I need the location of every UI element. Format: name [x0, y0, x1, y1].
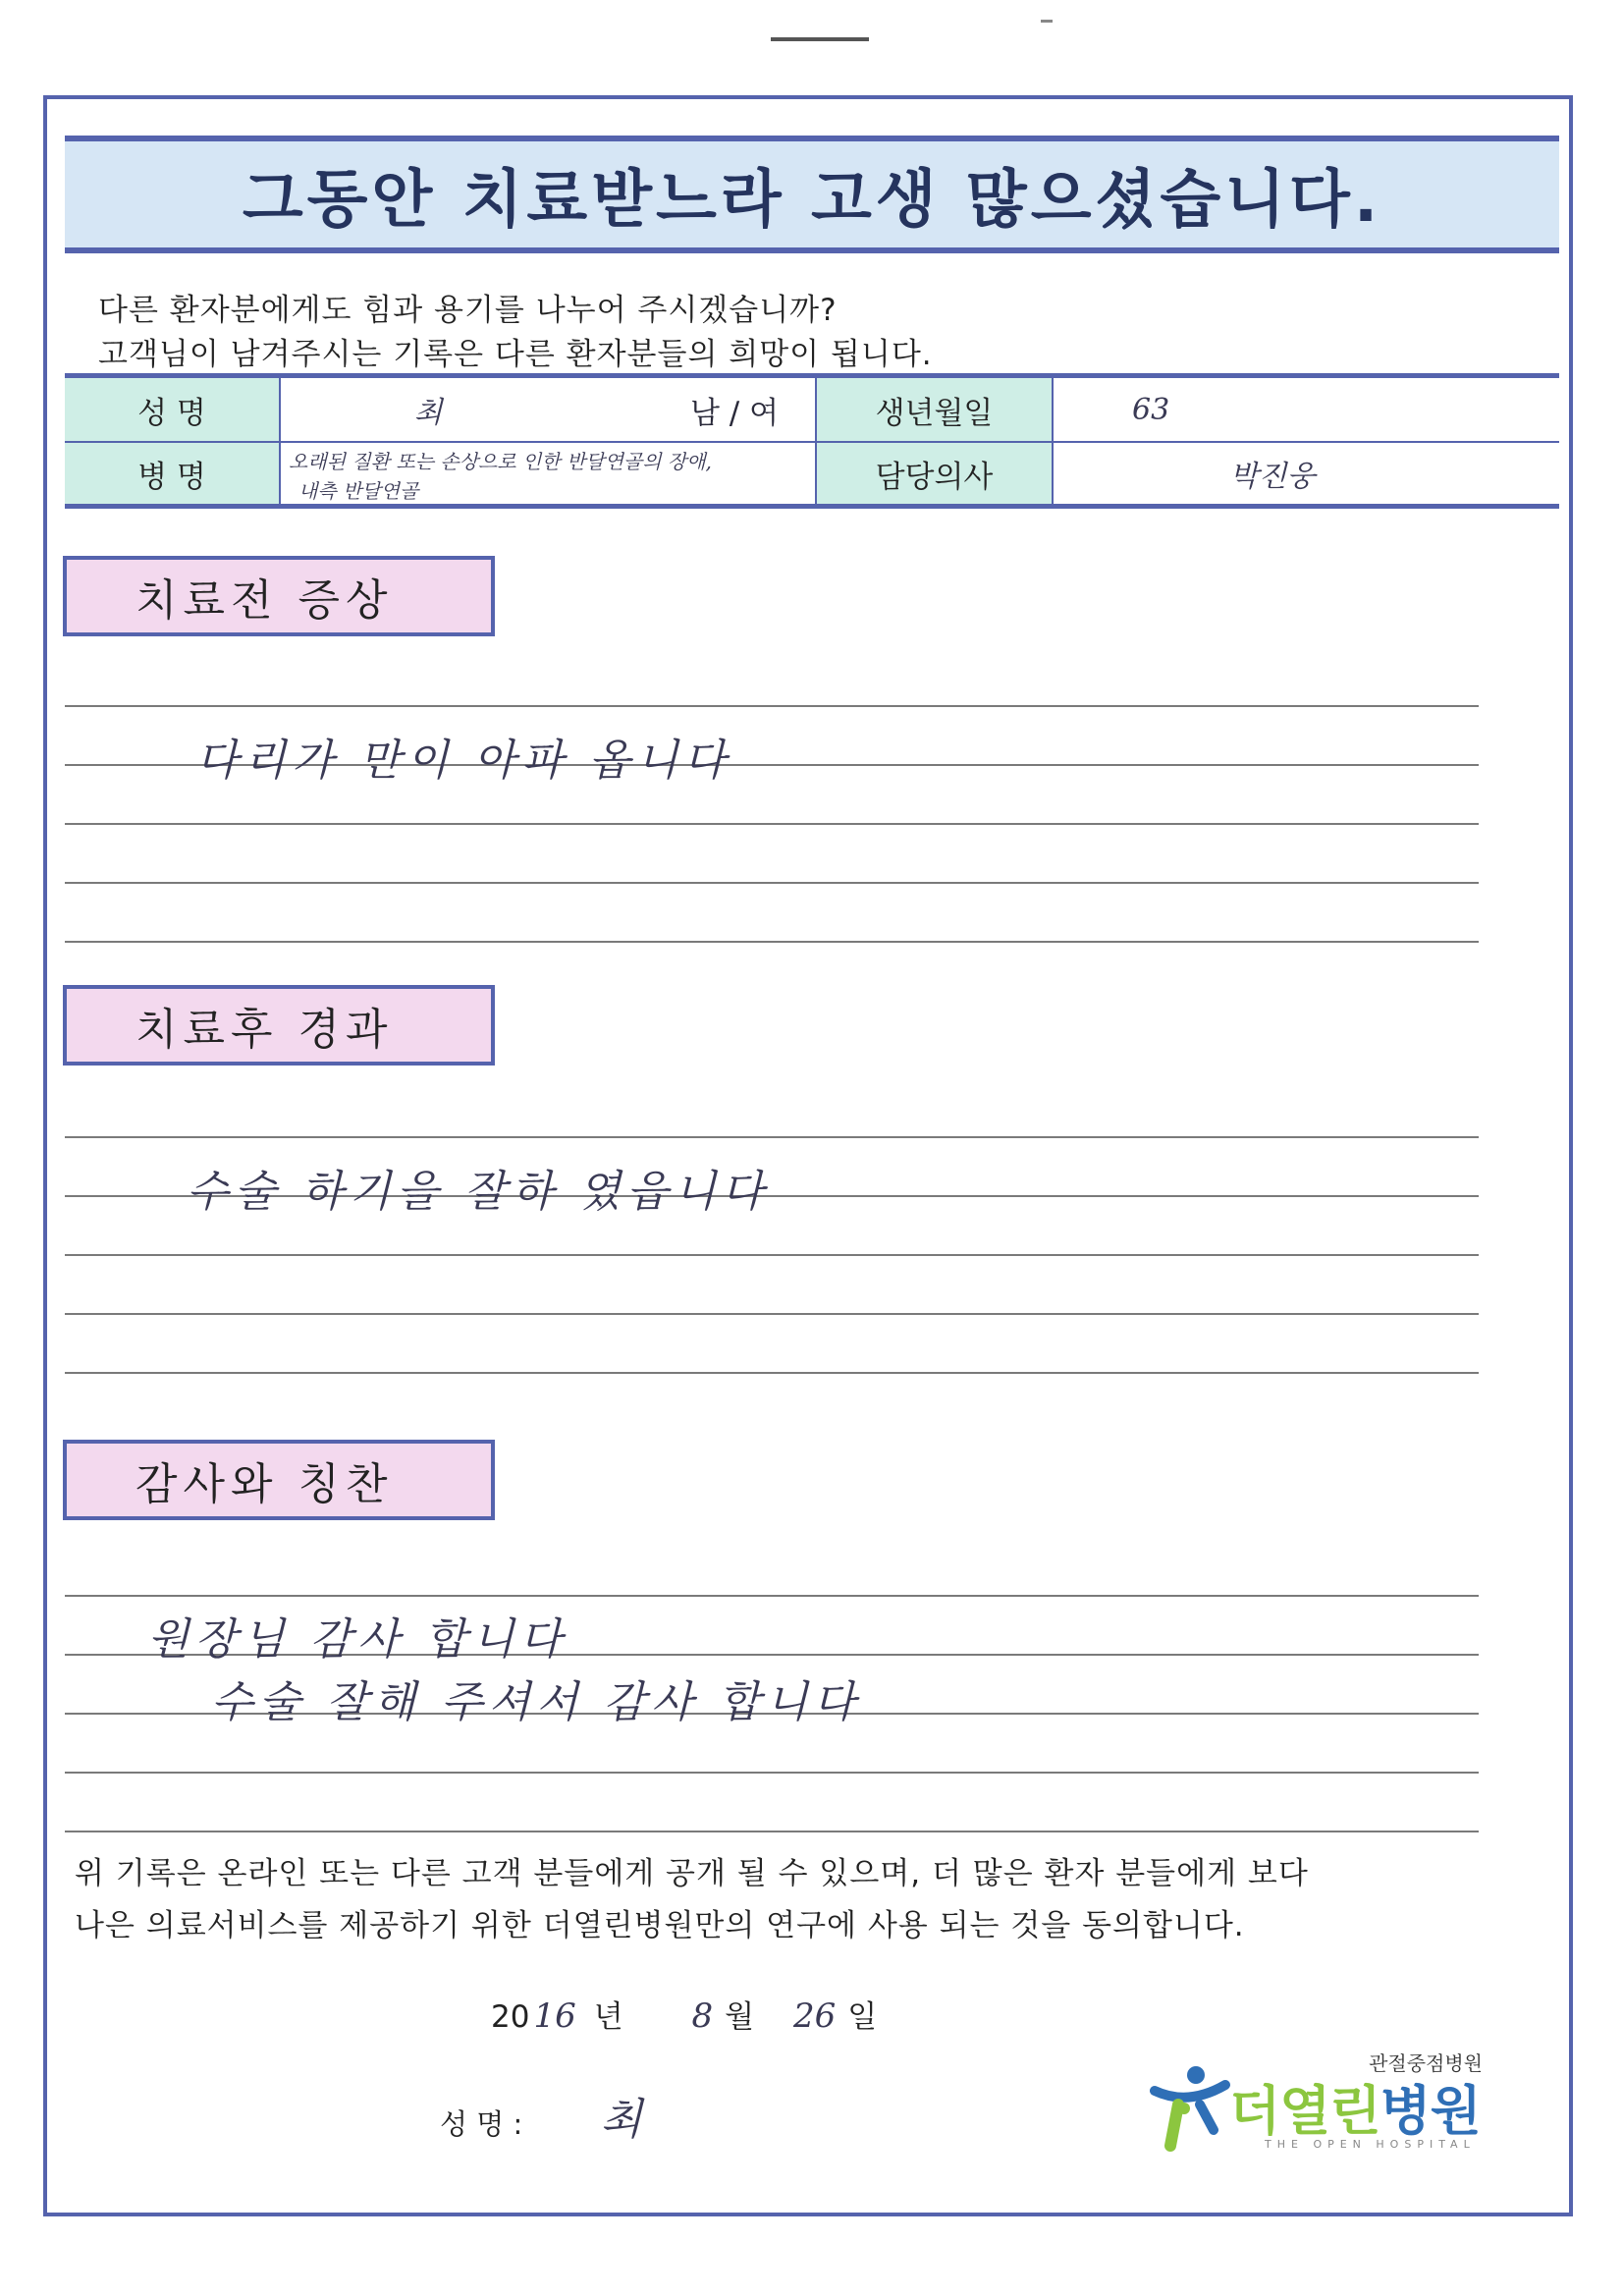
- banner-title: 그동안 치료받느라 고생 많으셨습니다.: [242, 164, 1382, 237]
- gender-selector[interactable]: 남 / 여: [689, 395, 780, 431]
- thanks-text-line-1[interactable]: 원장님 감사 합니다: [147, 1614, 568, 1665]
- name-value[interactable]: 최: [413, 396, 443, 430]
- doctor-value[interactable]: 박진웅: [1229, 460, 1316, 494]
- scan-mark-small: [1041, 20, 1053, 23]
- date-month-unit: 월: [725, 1999, 755, 2035]
- disease-value-line-1[interactable]: 오래된 질환 또는 손상으로 인한 반달연골의 장애,: [289, 449, 712, 473]
- consent-line-1: 위 기록은 온라인 또는 다른 고객 분들에게 공개 될 수 있으며, 더 많은 환자 분들에게 보다: [75, 1856, 1309, 1891]
- intro-line-1: 다른 환자분에게도 힘과 용기를 나누어 주시겠습니까?: [98, 293, 838, 328]
- writing-line: [65, 1772, 1479, 1774]
- writing-line: [65, 941, 1479, 943]
- after-result-text[interactable]: 수술 하기을 잘하 였읍니다: [187, 1167, 770, 1217]
- disease-label: 병 명: [65, 443, 279, 504]
- date-month[interactable]: 8: [691, 1996, 714, 2036]
- date-day[interactable]: 26: [792, 1996, 837, 2036]
- writing-line: [65, 705, 1479, 707]
- logo-name: [1229, 2069, 1481, 2145]
- intro-line-2: 고객님이 남겨주시는 기록은 다른 환자분들의 희망이 됩니다.: [98, 337, 933, 372]
- writing-line: [65, 1254, 1479, 1256]
- writing-line: [65, 1595, 1479, 1597]
- consent-line-2: 나은 의료서비스를 제공하기 위한 더열린병원만의 연구에 사용 되는 것을 동의합니다.: [75, 1908, 1245, 1943]
- writing-line: [65, 1136, 1479, 1138]
- section-thanks-title: 감사와 칭찬: [135, 1459, 394, 1509]
- signature-value[interactable]: 최: [600, 2095, 642, 2145]
- scan-mark: [771, 37, 869, 41]
- patient-info-table: [65, 373, 1559, 509]
- section-after-title: 치료후 경과: [135, 1005, 394, 1055]
- logo-name-part2: 병원: [1380, 2080, 1481, 2142]
- date-year[interactable]: 16: [533, 1996, 576, 2036]
- signature-label: 성 명 :: [440, 2107, 523, 2141]
- logo-figure-icon: [1149, 2061, 1231, 2152]
- section-before-title: 치료전 증상: [135, 575, 394, 626]
- birth-label: 생년월일: [817, 378, 1052, 441]
- section-before-header: [63, 556, 495, 636]
- date-line: [491, 1992, 877, 2036]
- signature-line: [440, 2084, 642, 2147]
- logo-subtitle: 관절중점병원: [1369, 2051, 1483, 2075]
- name-label: 성 명: [65, 378, 279, 441]
- section-thanks-header: [63, 1440, 495, 1520]
- date-year-unit: 년: [593, 1999, 623, 2035]
- writing-line: [65, 1831, 1479, 1832]
- writing-line: [65, 823, 1479, 825]
- thanks-text-line-2[interactable]: 수술 잘해 주셔서 감사 합니다: [211, 1677, 861, 1727]
- logo-name-part1: 더열린: [1229, 2080, 1380, 2142]
- before-symptom-text[interactable]: 다리가 만이 아파 옵니다: [196, 736, 731, 786]
- doctor-label: 담당의사: [817, 443, 1052, 504]
- section-after-header: [63, 985, 495, 1066]
- title-banner: [65, 136, 1559, 253]
- writing-line: [65, 1372, 1479, 1374]
- writing-line: [65, 1313, 1479, 1315]
- hospital-logo: [1149, 2048, 1483, 2156]
- writing-line: [65, 882, 1479, 884]
- disease-value-line-2[interactable]: 내측 반달연골: [298, 478, 419, 503]
- date-prefix: 20: [491, 1999, 530, 2035]
- logo-english: THE OPEN HOSPITAL: [1265, 2138, 1476, 2151]
- birth-value[interactable]: 63: [1132, 392, 1170, 427]
- date-day-unit: 일: [847, 1999, 878, 2035]
